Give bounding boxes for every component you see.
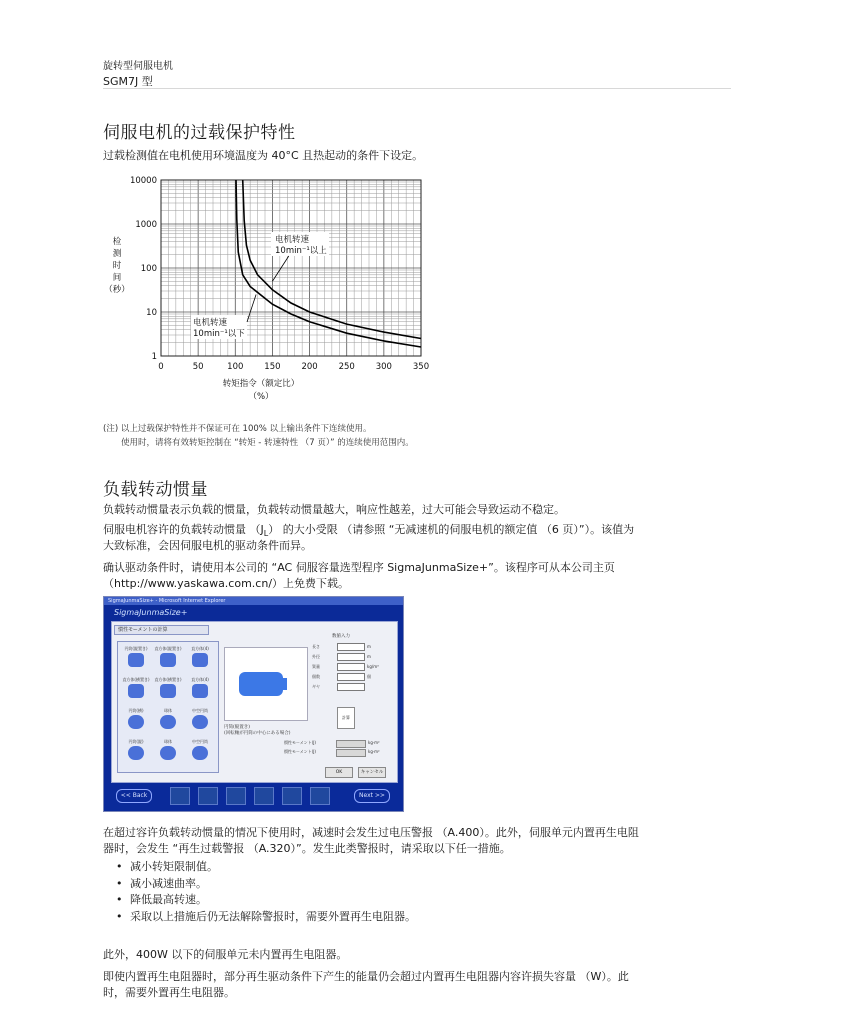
app-input-field[interactable] [337, 643, 365, 651]
running-header-category: 旋转型伺服电机 [103, 61, 173, 72]
app-category-item[interactable] [186, 677, 214, 703]
running-header-model: SGM7J 型 [103, 75, 153, 88]
y-axis-label: 检 [112, 237, 122, 247]
inertia-para-3-line-1: 确认驱动条件时，请使用本公司的 “AC 伺服容量选型程序 SigmaJunmaSize+”。该程序可从本公司主页 [103, 561, 615, 574]
app-tool-icon-5[interactable] [282, 787, 302, 805]
x-tick-label: 200 [301, 362, 318, 372]
inertia-para-3-line-2: （http://www.yaskawa.com.cn/）上免费下载。 [103, 577, 350, 590]
inertia-para-2-line-2: 大致标准，会因伺服电机的驱动条件而异。 [103, 539, 312, 552]
app-input-row [312, 643, 392, 650]
app-cancel-button[interactable]: キャンセル [358, 767, 386, 778]
app-category-label: 中空円筒 [192, 739, 208, 744]
series-label: 10min⁻¹以下 [193, 329, 245, 339]
y-tick-label: 10 [146, 308, 157, 318]
app-input-unit: kg/m³ [367, 664, 379, 669]
shape-icon [128, 715, 144, 729]
y-tick-label: 1000 [135, 220, 157, 230]
app-category-label: 円筒(横) [128, 708, 144, 713]
list-item: • 降低最高转速。 [116, 892, 416, 909]
inertia-para-2-start: 伺服电机容许的负载转动惯量 （J [103, 523, 264, 536]
app-preview-caption-1: 円筒(縦置き) [224, 725, 251, 730]
app-category-label: 直方体(横置き) [154, 677, 182, 682]
inertia-subscript: L [263, 529, 269, 539]
app-input-row [312, 663, 392, 670]
x-tick-label: 50 [192, 362, 204, 372]
app-category-item[interactable] [122, 708, 150, 734]
section-title-inertia: 负载转动惯量 [103, 480, 208, 500]
app-tool-icon-3[interactable] [226, 787, 246, 805]
app-input-group [312, 637, 392, 697]
overload-chart [103, 172, 443, 408]
app-category-label: 直方体(4) [191, 646, 209, 651]
y-tick-label: 100 [140, 264, 157, 274]
series-label: 10min⁻¹以上 [275, 246, 327, 256]
app-input-field[interactable] [337, 683, 365, 691]
chart-note-2: 使用时，请将有效转矩控制在 “转矩 - 转速特性 （7 页）” 的连续使用范围内。 [121, 438, 414, 448]
app-category-item[interactable] [154, 677, 182, 703]
app-category-label: 円筒(縦) [128, 739, 144, 744]
app-input-label: 個数 [312, 674, 320, 679]
y-axis-label: 间 [112, 273, 122, 283]
series-label: 电机转速 [275, 235, 310, 245]
app-category-label: 球体 [164, 739, 172, 744]
overload-chart-svg [103, 172, 443, 408]
series-leader-line [272, 256, 288, 281]
x-tick-label: 350 [412, 362, 430, 372]
app-input-unit: m [367, 644, 371, 649]
x-tick-label: 150 [264, 362, 281, 372]
app-input-row [312, 653, 392, 660]
x-tick-label: 0 [158, 362, 164, 372]
y-axis-label: （秒） [104, 285, 130, 295]
shape-icon [192, 715, 208, 729]
list-item: • 减小转矩限制值。 [116, 859, 416, 876]
app-next-button[interactable]: Next >> [354, 789, 390, 803]
app-input-field[interactable] [337, 663, 365, 671]
shape-icon [192, 746, 208, 760]
app-result-label-2: 慣性モーメント(J) [284, 749, 316, 754]
app-tool-icon-2[interactable] [198, 787, 218, 805]
app-result-label-1: 慣性モーメント(J) [284, 740, 316, 745]
app-title-bar [104, 597, 403, 605]
y-tick-label: 1 [151, 352, 157, 362]
app-category-item[interactable] [154, 646, 182, 672]
y-axis-label: 测 [112, 249, 122, 259]
shape-icon [128, 684, 144, 698]
app-category-label: 円筒(縦置き) [124, 646, 148, 651]
inertia-para-6-line-2: 时，需要外置再生电阻器。 [103, 986, 235, 999]
inertia-para-5: 此外，400W 以下的伺服单元未内置再生电阻器。 [103, 948, 348, 961]
app-category-label: 直方体(横置き) [122, 677, 150, 682]
x-axis-label: 转矩指令（额定比） [222, 379, 300, 389]
app-preview-caption-2: (回転軸が円筒の中心にある場合) [224, 731, 291, 736]
x-tick-label: 250 [338, 362, 355, 372]
app-preview-caption [224, 725, 291, 737]
app-input-unit: 個 [367, 674, 371, 679]
shape-icon [192, 684, 208, 698]
app-result-unit-1: kg·m² [368, 740, 380, 745]
inertia-para-4-line-2: 器时，会发生 “再生过载警报 （A.320）”。发生此类警报时，请采取以下任一措施。 [103, 842, 511, 855]
app-tool-icon-6[interactable] [310, 787, 330, 805]
header-divider [103, 88, 731, 89]
inertia-para-4-line-1: 在超过容许负载转动惯量的情况下使用时，减速时会发生过电压警报 （A.400）。此外，伺服单元内置再生电阻 [103, 826, 639, 839]
app-input-field[interactable] [337, 653, 365, 661]
app-category-label: 中空円筒 [192, 708, 208, 713]
app-category-label: 直方体(4) [191, 677, 209, 682]
app-category-label: 直方体(縦置き) [154, 646, 182, 651]
shape-icon [128, 653, 144, 667]
inertia-para-1: 负载转动惯量表示负载的惯量，负载转动惯量越大，响应性越差，过大可能会导致运动不稳定。 [103, 503, 565, 516]
app-category-item[interactable] [122, 677, 150, 703]
y-tick-label: 10000 [129, 176, 157, 186]
app-category-item[interactable] [154, 708, 182, 734]
overload-intro: 过载检测值在电机使用环境温度为 40°C 且热起动的条件下设定。 [103, 149, 424, 162]
cylinder-end-icon [277, 678, 287, 690]
app-category-item[interactable] [186, 739, 214, 765]
list-item: • 减小减速曲率。 [116, 876, 416, 893]
app-tool-icon-4[interactable] [254, 787, 274, 805]
shape-icon [160, 715, 176, 729]
app-category-item[interactable] [122, 739, 150, 765]
app-ok-button[interactable]: OK [325, 767, 353, 778]
app-input-unit: m [367, 654, 371, 659]
app-result-field-2[interactable] [336, 749, 366, 757]
app-input-field[interactable] [337, 673, 365, 681]
app-input-row [312, 673, 392, 680]
app-category-grid [117, 641, 219, 773]
series-label: 电机转速 [193, 318, 228, 328]
x-tick-label: 300 [375, 362, 392, 372]
app-input-header: 数値入力 [332, 634, 350, 639]
chart-note-1: (注) 以上过载保护特性并不保证可在 100% 以上输出条件下连续使用。 [103, 424, 372, 434]
shape-icon [192, 653, 208, 667]
app-window-title: SigmaJunmaSize+ - Microsoft Internet Explorer [108, 598, 226, 604]
section-title-overload: 伺服电机的过载保护特性 [103, 123, 296, 143]
inertia-para-2-rest: ） 的大小受限 （请参照 “无减速机的伺服电机的额定值 （6 页）”）。该值为 [268, 523, 635, 536]
shape-icon [128, 746, 144, 760]
app-category-item[interactable] [186, 646, 214, 672]
app-category-item[interactable] [186, 708, 214, 734]
app-input-label: ギヤ [312, 684, 320, 689]
list-item: • 采取以上措施后仍无法解除警报时，需要外置再生电阻器。 [116, 909, 416, 926]
app-shape-preview [224, 647, 308, 721]
shape-icon [160, 746, 176, 760]
app-input-label: 外径 [312, 654, 320, 659]
y-axis-label: 时 [112, 261, 122, 271]
app-result-group [284, 740, 394, 760]
app-tool-icon-1[interactable] [170, 787, 190, 805]
sigmajunmasize-screenshot [103, 596, 404, 812]
app-calc-button[interactable]: 計算 [337, 707, 355, 729]
app-input-label: 長さ [312, 644, 320, 649]
shape-icon [160, 653, 176, 667]
app-result-unit-2: kg·m² [368, 749, 380, 754]
countermeasure-list [116, 859, 416, 925]
shape-icon [160, 684, 176, 698]
app-category-label: 球体 [164, 708, 172, 713]
app-brand: SigmaJunmaSize+ [114, 608, 188, 617]
app-category-item[interactable] [122, 646, 150, 672]
app-input-label: 質量 [312, 664, 320, 669]
x-axis-label-unit: （%） [248, 392, 274, 402]
x-tick-label: 100 [227, 362, 244, 372]
app-back-button[interactable]: << Back [116, 789, 152, 803]
inertia-para-6-line-1: 即使内置再生电阻器时，部分再生驱动条件下产生的能量仍会超过内置再生电阻器内容许损失容量 （W）。此 [103, 970, 629, 983]
app-input-row [312, 683, 392, 690]
app-category-item[interactable] [154, 739, 182, 765]
app-result-field-1[interactable] [336, 740, 366, 748]
app-tab-inertia[interactable]: 慣性モーメントの計算 [114, 625, 209, 635]
